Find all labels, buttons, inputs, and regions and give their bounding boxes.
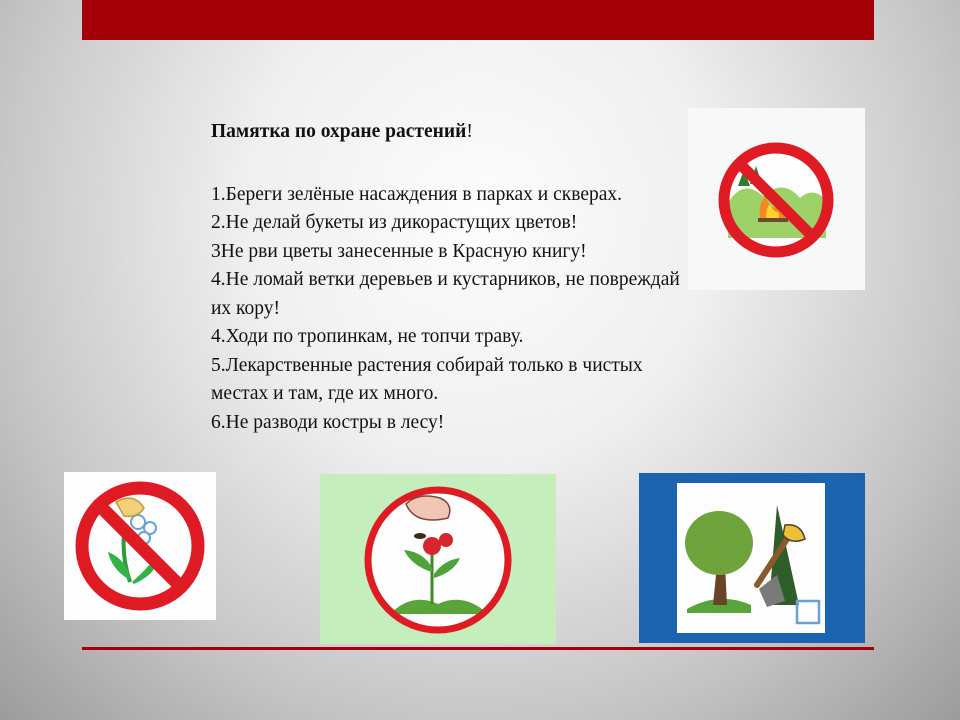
no-flower-picking-sign-icon	[64, 472, 216, 620]
memo-item: 4.Не ломай ветки деревьев и кустарников, не повреждай их кору!	[211, 269, 680, 319]
memo-text	[211, 118, 691, 437]
no-campfire-sign-icon	[688, 108, 865, 290]
memo-item: 1.Береги зелёные насаждения в парках и скверах.	[211, 183, 623, 205]
title-text: Памятка по охране растений	[211, 121, 467, 142]
memo-list	[211, 181, 691, 438]
no-tree-cutting-sign-icon	[639, 473, 865, 643]
protect-medicinal-plants-sign-icon	[320, 474, 556, 644]
memo-item: 4.Ходи по тропинкам, не топчи траву.	[211, 326, 524, 347]
memo-item: 6.Не разводи костры в лесу!	[211, 411, 445, 433]
page-title	[211, 118, 691, 147]
header-bar	[82, 0, 874, 40]
memo-item: 5.Лекарственные растения собирай только в чистых местах и там, где их много.	[211, 354, 643, 404]
title-exclamation: !	[466, 121, 473, 142]
footer-line	[82, 647, 874, 650]
memo-item: 2.Не делай букеты из дикорастущих цветов!	[211, 212, 578, 233]
memo-item: 3Не рви цветы занесенные в Красную книгу!	[211, 240, 587, 262]
